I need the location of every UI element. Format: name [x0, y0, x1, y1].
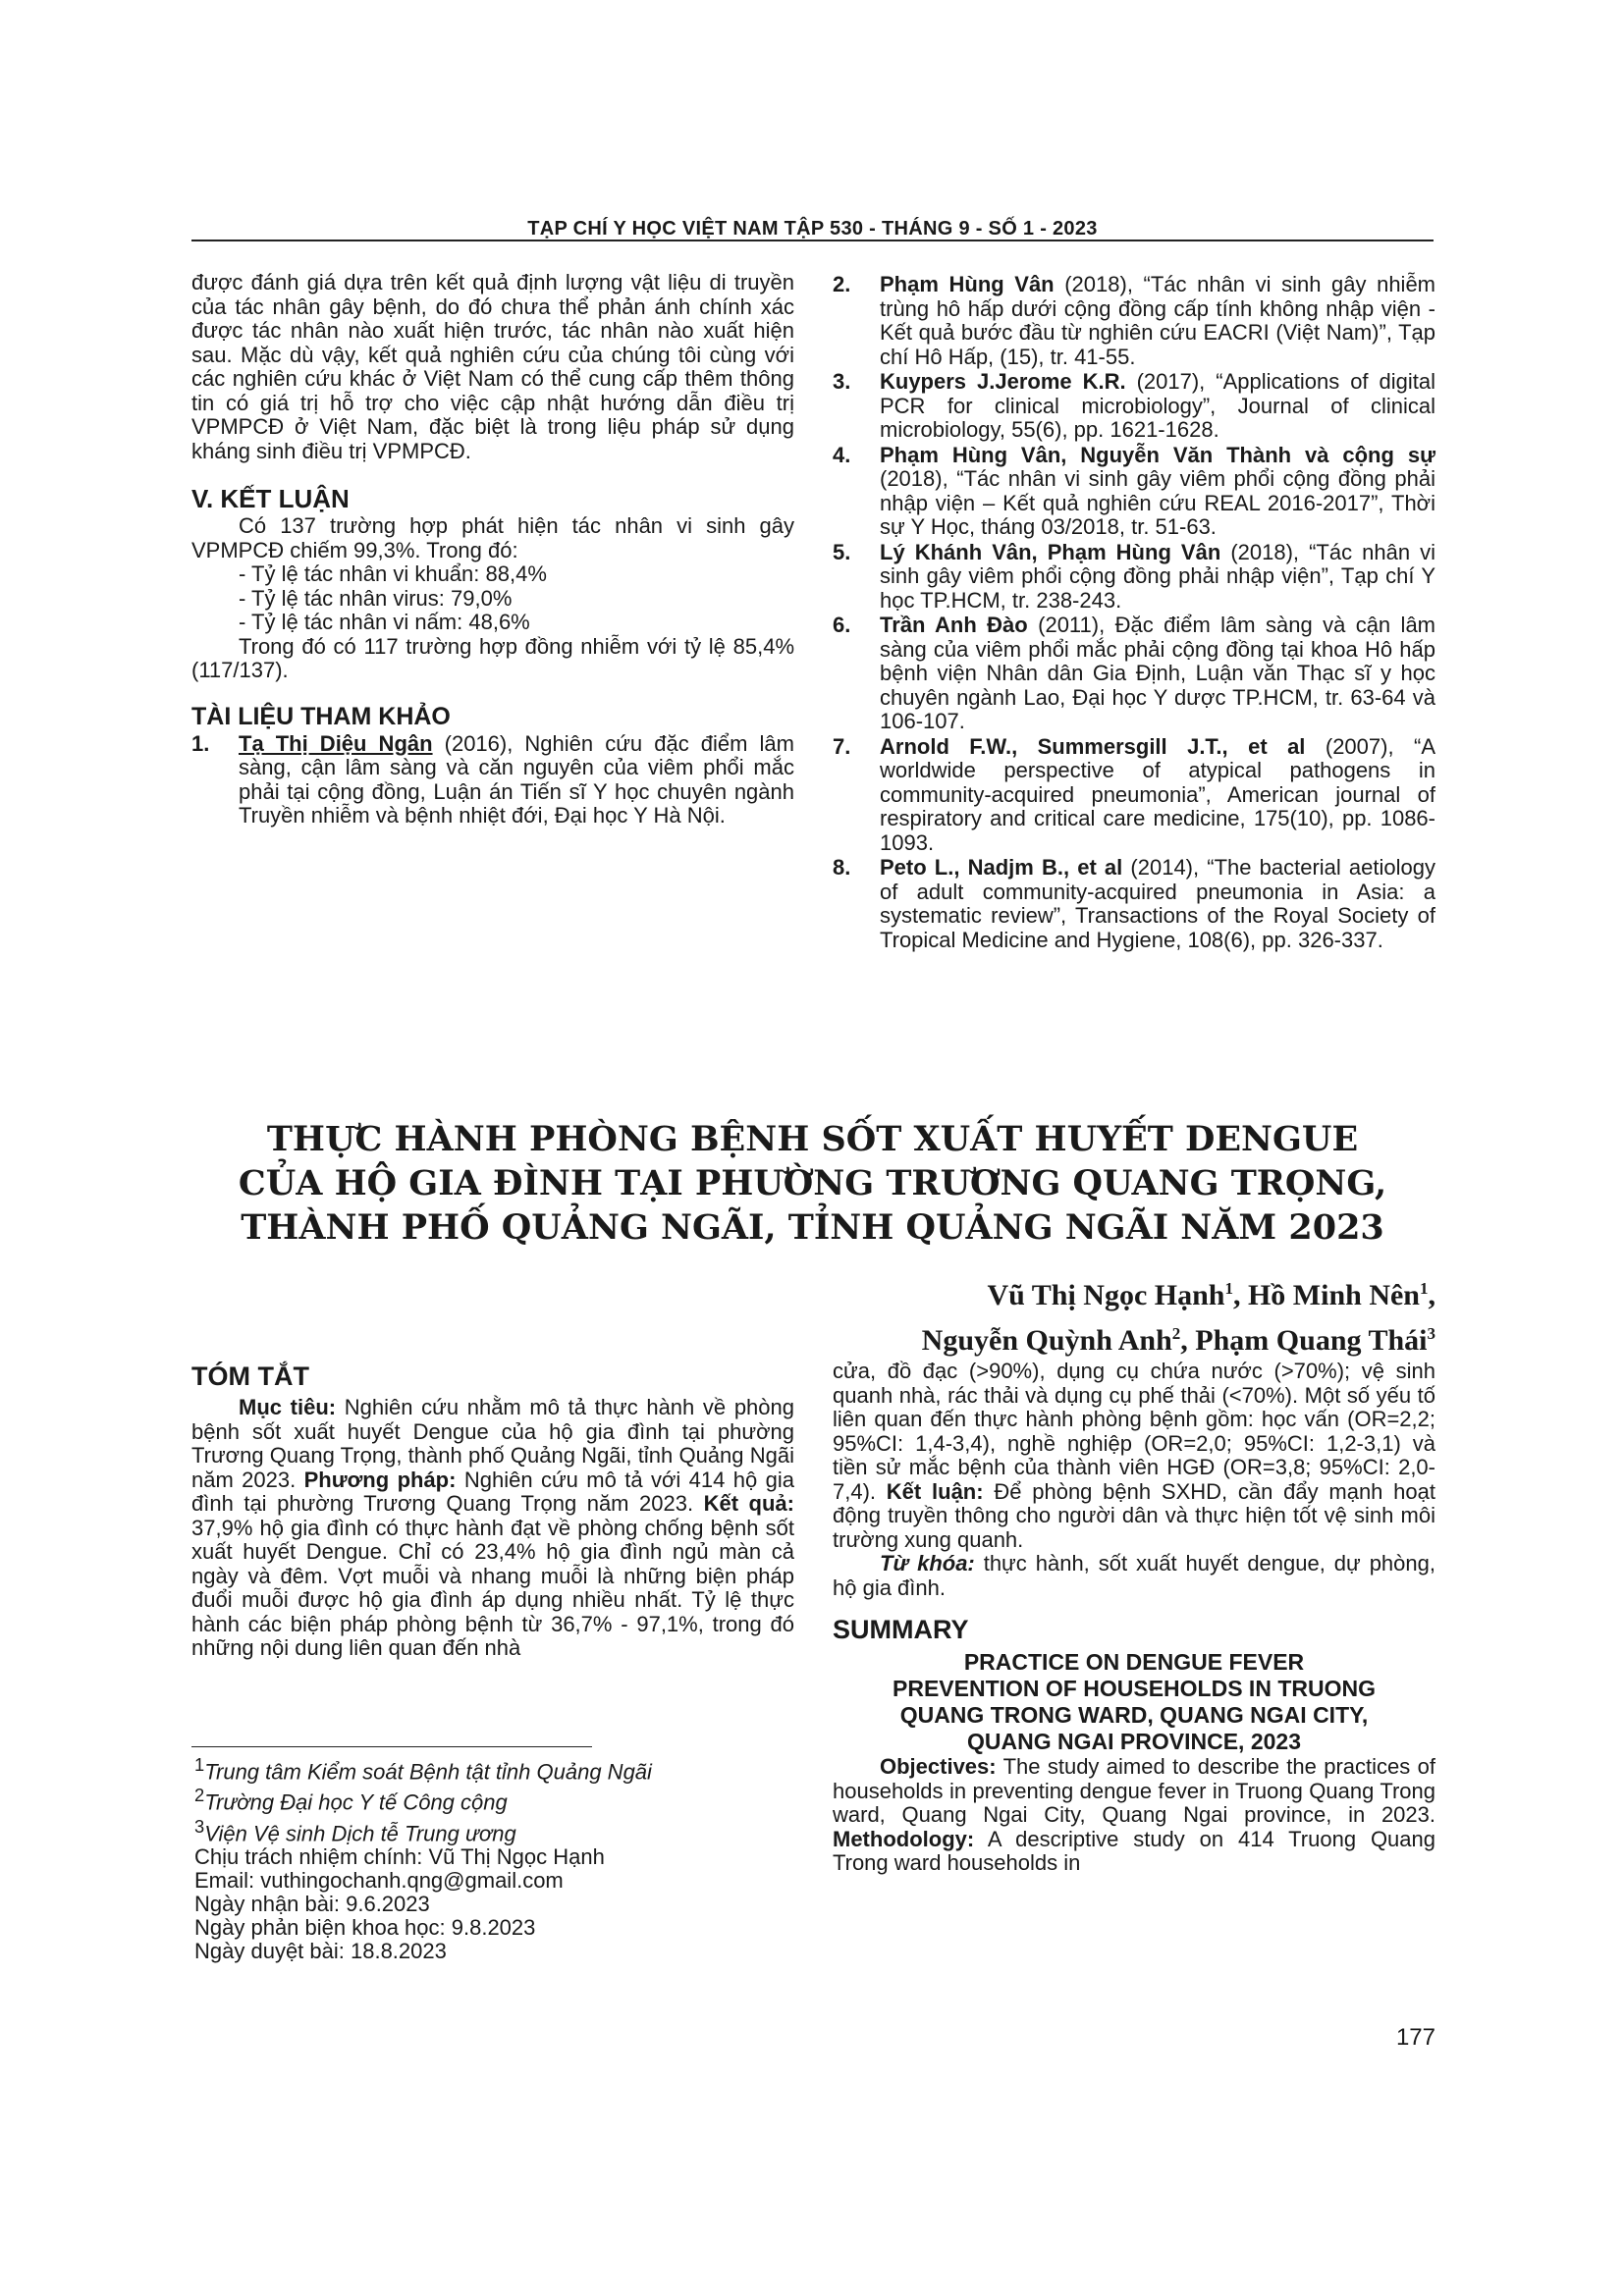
reference-text: (2018), “Tác nhân vi sinh gây viêm phổi cộng đồng phải nhập viện”, Tạp chí Y học TP.HCM, tr. 238-243.	[880, 539, 1436, 613]
title-line: CỦA HỘ GIA ĐÌNH TẠI PHƯỜNG TRƯƠNG QUANG TRỌNG,	[238, 1163, 1387, 1203]
summary-title-line: QUANG TRONG WARD, QUANG NGAI CITY,	[899, 1702, 1369, 1728]
keywords-label: Từ khóa:	[880, 1551, 975, 1575]
reference-text: (2018), “Tác nhân vi sinh gây nhiễm trùng hô hấp dưới cộng đồng cấp tính không nhập viện - Kết quả bước đầu từ nghiên cứu EACRI (Việt Nam)”, Tạp chí Hô Hấp, (15), tr. 41-55.	[880, 272, 1436, 369]
summary-title-line: QUANG NGAI PROVINCE, 2023	[967, 1729, 1301, 1754]
reference-item	[833, 614, 1435, 734]
method-text: Nghiên cứu mô tả với 414 hộ gia đình tại phường Trương Quang Trọng năm 2023.	[191, 1467, 794, 1516]
affiliation	[194, 1784, 797, 1814]
reference-number: 8.	[833, 855, 851, 880]
reference-item	[833, 273, 1435, 369]
affiliation-text: Viện Vệ sinh Dịch tễ Trung ương	[204, 1820, 516, 1845]
conclusion-item: - Tỷ lệ tác nhân vi nấm: 48,6%	[239, 610, 530, 634]
reference-author: Arnold F.W., Summersgill J.T., et al	[880, 733, 1306, 759]
contact-email: Email: vuthingochanh.qng@gmail.com	[194, 1867, 564, 1893]
reference-item	[833, 541, 1435, 614]
reference-author: Kuypers J.Jerome K.R.	[880, 369, 1126, 394]
author-separator: ,	[1428, 1279, 1435, 1311]
reference-author: Phạm Hùng Vân, Nguyễn Văn Thành và cộng sự	[880, 442, 1435, 467]
reference-text: (2017), “Applications of digital PCR for clinical microbiology”, Journal of clinical microbiology, 55(6), pp. 1621-1628.	[880, 369, 1436, 442]
keywords	[833, 1552, 1435, 1600]
author-list	[922, 1269, 1435, 1360]
date-accepted: Ngày duyệt bài: 18.8.2023	[194, 1938, 447, 1963]
affiliation-marker: 3	[194, 1815, 205, 1837]
reference-number: 1.	[191, 730, 210, 756]
conclusion-heading: V. KẾT LUẬN	[191, 484, 350, 513]
reference-item	[833, 856, 1435, 952]
reference-author: Tạ Thị Diệu Ngân	[239, 730, 433, 756]
affiliation-marker: 2	[194, 1785, 205, 1806]
affiliation-marker: 1	[194, 1754, 205, 1775]
result-text: 37,9% hộ gia đình có thực hành đạt về phòng chống bệnh sốt xuất huyết Dengue. Chỉ có 23,4% hộ gia đình ngủ màn cả ngày và đêm. Vợt muỗi và nhang muỗi là những biện pháp đuổi muỗi được hộ gia đình áp dụng nhiều nhất. Tỷ lệ thực hành các biện pháp phòng bệnh từ 36,7% - 97,1%, trong đó những nội dung liên quan đến nhà	[191, 1515, 794, 1660]
author-name: Vũ Thị Ngọc Hạnh	[987, 1279, 1225, 1311]
affiliation-text: Trường Đại học Y tế Công cộng	[204, 1789, 508, 1815]
author-separator: ,	[1232, 1279, 1248, 1311]
result-text-continued: cửa, đồ đạc (>90%), dụng cụ chứa nước (>70%); vệ sinh quanh nhà, rác thải và dụng cụ phế thải (<70%). Một số yếu tố liên quan đến thực hành phòng bệnh gồm: học vấn (OR=2,2; 95%CI: 1,4-3,4), nghề nghiệp (OR=2,0; 95%CI: 1,2-3,1) và tiền sử mắc bệnh của thành viên HGĐ (OR=3,8; 95%CI: 2,0-7,4).	[833, 1359, 1435, 1504]
abstract-right	[833, 1360, 1435, 1876]
discussion-paragraph: được đánh giá dựa trên kết quả định lượng vật liệu di truyền của tác nhân gây bệnh, do đó chưa thể phản ánh chính xác được tác nhân nào xuất hiện trước, tác nhân nào xuất hiện sau. Mặc dù vậy, kết quả nghiên cứu của chúng tôi cùng với các nghiên cứu khác ở Việt Nam có thể cung cấp thêm thông tin có giá trị hỗ trợ cho việc cập nhật hướng dẫn điều trị VPMPCĐ ở Việt Nam, đặc biệt là trong liệu pháp sử dụng kháng sinh điều trị VPMPCĐ.	[191, 270, 794, 463]
footnotes	[194, 1753, 797, 1963]
header-rule	[191, 240, 1434, 241]
summary-title-line: PRACTICE ON DENGUE FEVER	[963, 1649, 1305, 1675]
title-line: THỰC HÀNH PHÒNG BỆNH SỐT XUẤT HUYẾT DENGUE	[266, 1119, 1359, 1159]
responsible-author: Chịu trách nhiệm chính: Vũ Thị Ngọc Hạnh	[194, 1843, 605, 1869]
summary-en-heading: SUMMARY	[833, 1615, 969, 1644]
method-label: Phương pháp:	[303, 1467, 457, 1492]
result-label: Kết quả:	[703, 1491, 794, 1516]
reference-author: Trần Anh Đào	[880, 613, 1028, 637]
conclusion-paragraph: Có 137 trường hợp phát hiện tác nhân vi sinh gây VPMPCĐ chiếm 99,3%. Trong đó:	[191, 513, 794, 562]
author-name: Nguyễn Quỳnh Anh	[921, 1324, 1172, 1357]
title-line: THÀNH PHỐ QUẢNG NGÃI, TỈNH QUẢNG NGÃI NĂM 2023	[241, 1207, 1384, 1248]
conclusion-item: - Tỷ lệ tác nhân vi khuẩn: 88,4%	[239, 561, 547, 586]
date-received: Ngày nhận bài: 9.6.2023	[194, 1891, 430, 1916]
reference-item	[191, 732, 794, 828]
abstract-vi-paragraph	[191, 1396, 794, 1661]
article-title	[191, 1117, 1434, 1250]
objectives-text: The study aimed to describe the practices of households in preventing dengue fever in Truong Quang Trong ward, Quang Ngai City, Quang Ngai province, in 2023.	[833, 1754, 1435, 1827]
objective-label: Mục tiêu:	[239, 1395, 337, 1419]
author-affiliation: 2	[1171, 1324, 1181, 1343]
journal-header: TẠP CHÍ Y HỌC VIỆT NAM TẬP 530 - THÁNG 9 - SỐ 1 - 2023	[527, 218, 1098, 240]
reference-author: Lý Khánh Vân, Phạm Hùng Vân	[880, 539, 1221, 564]
reference-number: 2.	[833, 272, 851, 296]
reference-number: 5.	[833, 539, 851, 564]
reference-author: Peto L., Nadjm B., et al	[880, 855, 1123, 880]
reference-item	[833, 370, 1435, 443]
conclusion-text: Để phòng bệnh SXHD, cần đẩy mạnh hoạt động truyền thông cho người dân và thực hiện tốt vệ sinh môi trường xung quanh.	[833, 1478, 1435, 1552]
author-affiliation: 1	[1224, 1279, 1233, 1298]
reference-item	[833, 444, 1435, 540]
affiliation-text: Trung tâm Kiểm soát Bệnh tật tỉnh Quảng Ngãi	[204, 1759, 652, 1785]
methodology-label: Methodology:	[833, 1826, 975, 1851]
reference-item	[833, 735, 1435, 856]
affiliation	[194, 1815, 797, 1845]
author-name: Phạm Quang Thái	[1195, 1324, 1428, 1357]
conclusion-paragraph: Trong đó có 117 trường hợp đồng nhiễm với tỷ lệ 85,4% (117/137).	[191, 633, 794, 682]
reference-text: (2014), “The bacterial aetiology of adult community-acquired pneumonia in Asia: a systematic review”, Transactions of the Royal Society of Tropical Medicine and Hygiene, 108(6), pp. 326-337.	[880, 855, 1435, 952]
reference-author: Phạm Hùng Vân	[880, 272, 1055, 296]
reference-text: (2016), Nghiên cứu đặc điểm lâm sàng, cận lâm sàng và căn nguyên của viêm phổi mắc phải tại cộng đồng, Luận án Tiến sĩ Y học chuyên ngành Truyền nhiễm và bệnh nhiệt đới, Đại học Y Hà Nội.	[239, 730, 794, 828]
author-affiliation: 1	[1420, 1279, 1429, 1298]
date-reviewed: Ngày phản biện khoa học: 9.8.2023	[194, 1914, 536, 1940]
right-column	[833, 273, 1435, 953]
summary-vi-heading: TÓM TẮT	[191, 1362, 309, 1391]
keywords-text: thực hành, sốt xuất huyết dengue, dự phòng, hộ gia đình.	[833, 1551, 1435, 1600]
methodology-text: A descriptive study on 414 Truong Quang Trong ward households in	[833, 1826, 1435, 1875]
reference-number: 7.	[833, 733, 851, 759]
left-column	[191, 271, 794, 829]
author-affiliation: 3	[1427, 1324, 1435, 1343]
summary-en-title	[833, 1649, 1435, 1755]
affiliation	[194, 1753, 797, 1784]
reference-number: 6.	[833, 613, 851, 637]
reference-text: (2011), Đặc điểm lâm sàng và cận lâm sàng của viêm phổi mắc phải cộng đồng tại khoa Hô hấp bệnh viện Nhân dân Gia Định, Luận văn Thạc sĩ y học chuyên ngành Lao, Đại học Y dược TP.HCM, tr. 63-64 và 106-107.	[880, 613, 1436, 733]
references-heading: TÀI LIỆU THAM KHẢO	[191, 702, 451, 730]
page-number: 177	[1395, 2024, 1435, 2051]
footnote-rule	[191, 1746, 592, 1747]
objective-text: Nghiên cứu nhằm mô tả thực hành về phòng bệnh sốt xuất huyết Dengue của hộ gia đình tại phường Trương Quang Trọng, thành phố Quảng Ngãi, tỉnh Quảng Ngãi năm 2023.	[191, 1395, 794, 1492]
reference-text: (2007), “A worldwide perspective of atypical pathogens in community-acquired pneumonia”, American journal of respiratory and critical care medicine, 175(10), pp. 1086-1093.	[880, 733, 1435, 855]
conclusion-label: Kết luận:	[886, 1478, 984, 1504]
reference-text: (2018), “Tác nhân vi sinh gây viêm phổi cộng đồng phải nhập viện – Kết quả nghiên cứu REAL 2016-2017”, Thời sự Y Học, tháng 03/2018, tr. 51-63.	[880, 466, 1435, 539]
abstract-vi-continued	[833, 1360, 1435, 1552]
abstract-vi-left	[191, 1361, 794, 1661]
author-name: Hồ Minh Nên	[1247, 1279, 1420, 1311]
author-line	[922, 1314, 1435, 1360]
summary-title-line: PREVENTION OF HOUSEHOLDS IN TRUONG	[893, 1676, 1376, 1701]
author-separator: ,	[1180, 1324, 1196, 1357]
reference-number: 3.	[833, 369, 851, 394]
objectives-label: Objectives:	[880, 1754, 997, 1779]
abstract-en-paragraph	[833, 1755, 1435, 1876]
conclusion-item: - Tỷ lệ tác nhân virus: 79,0%	[239, 585, 513, 611]
author-line	[922, 1269, 1435, 1314]
reference-number: 4.	[833, 442, 851, 467]
